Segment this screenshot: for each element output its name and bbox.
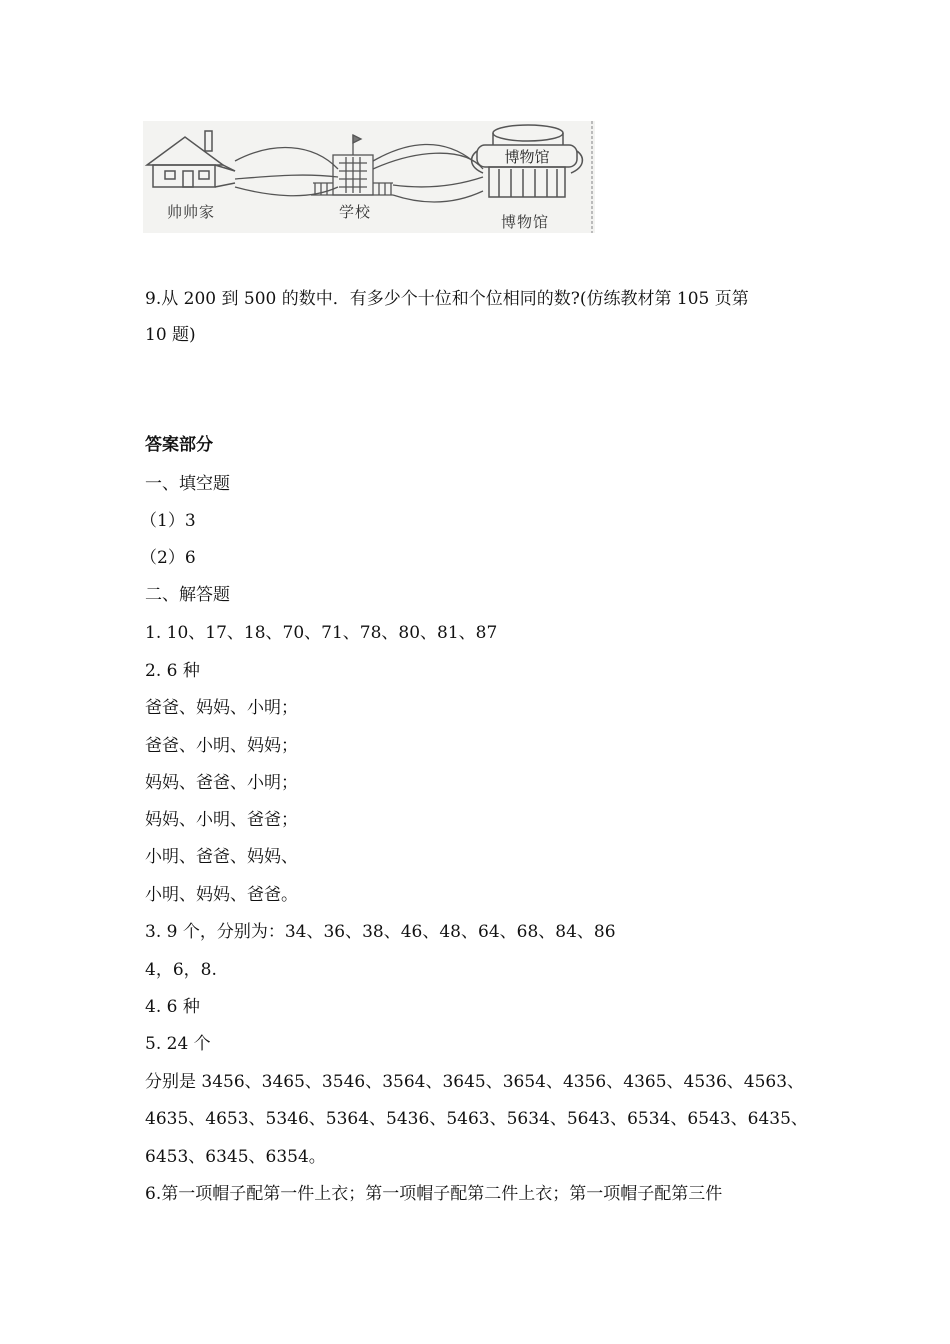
solution-2-item: 爸爸、小明、妈妈； [145, 736, 298, 756]
answer-2: （2）6 [140, 548, 196, 568]
school-icon [311, 135, 393, 195]
solution-5-item: 4635、4653、5346、5364、5436、5463、5634、5643、6534、6543、6435、 [145, 1109, 808, 1129]
solution-2: 2. 6 种 [145, 661, 200, 681]
solution-3-extra: 4，6，8. [145, 960, 217, 980]
solution-2-item: 妈妈、小明、爸爸； [145, 810, 298, 830]
question-9-line-1: 9.从 200 到 500 的数中．有多少个十位和个位相同的数?(仿练教材第 105 页第 [145, 289, 749, 309]
solution-4: 4. 6 种 [145, 997, 200, 1017]
route-lines-left [235, 148, 338, 196]
solution-2-item: 小明、妈妈、爸爸。 [145, 885, 298, 905]
solution-2-item: 小明、爸爸、妈妈、 [145, 847, 298, 867]
solution-6: 6.第一项帽子配第一件上衣；第一项帽子配第二件上衣；第一项帽子配第三件 [145, 1184, 723, 1204]
answers-heading: 答案部分 [145, 435, 213, 455]
solution-2-item: 妈妈、爸爸、小明； [145, 773, 298, 793]
house-icon [147, 131, 235, 187]
route-lines-right [373, 144, 483, 202]
solution-3: 3. 9 个，分别为：34、36、38、46、48、64、68、84、86 [145, 922, 616, 942]
section-1-title: 一、填空题 [145, 474, 230, 494]
label-museum: 博物馆 [501, 213, 550, 231]
solution-5-item: 6453、6345、6354。 [145, 1147, 326, 1167]
museum-sign: 博物馆 [504, 148, 550, 166]
answer-1: （1）3 [140, 511, 196, 531]
section-2-title: 二、解答题 [145, 585, 230, 605]
question-9-line-2: 10 题) [145, 325, 196, 345]
solution-5-item: 分别是 3456、3465、3546、3564、3645、3654、4356、4365、4536、4563、 [145, 1072, 805, 1092]
label-home: 帅帅家 [167, 203, 216, 221]
solution-2-item: 爸爸、妈妈、小明； [145, 698, 298, 718]
label-school: 学校 [339, 203, 372, 221]
route-illustration [143, 121, 595, 233]
solution-1: 1. 10、17、18、70、71、78、80、81、87 [145, 623, 498, 643]
solution-5: 5. 24 个 [145, 1034, 211, 1054]
